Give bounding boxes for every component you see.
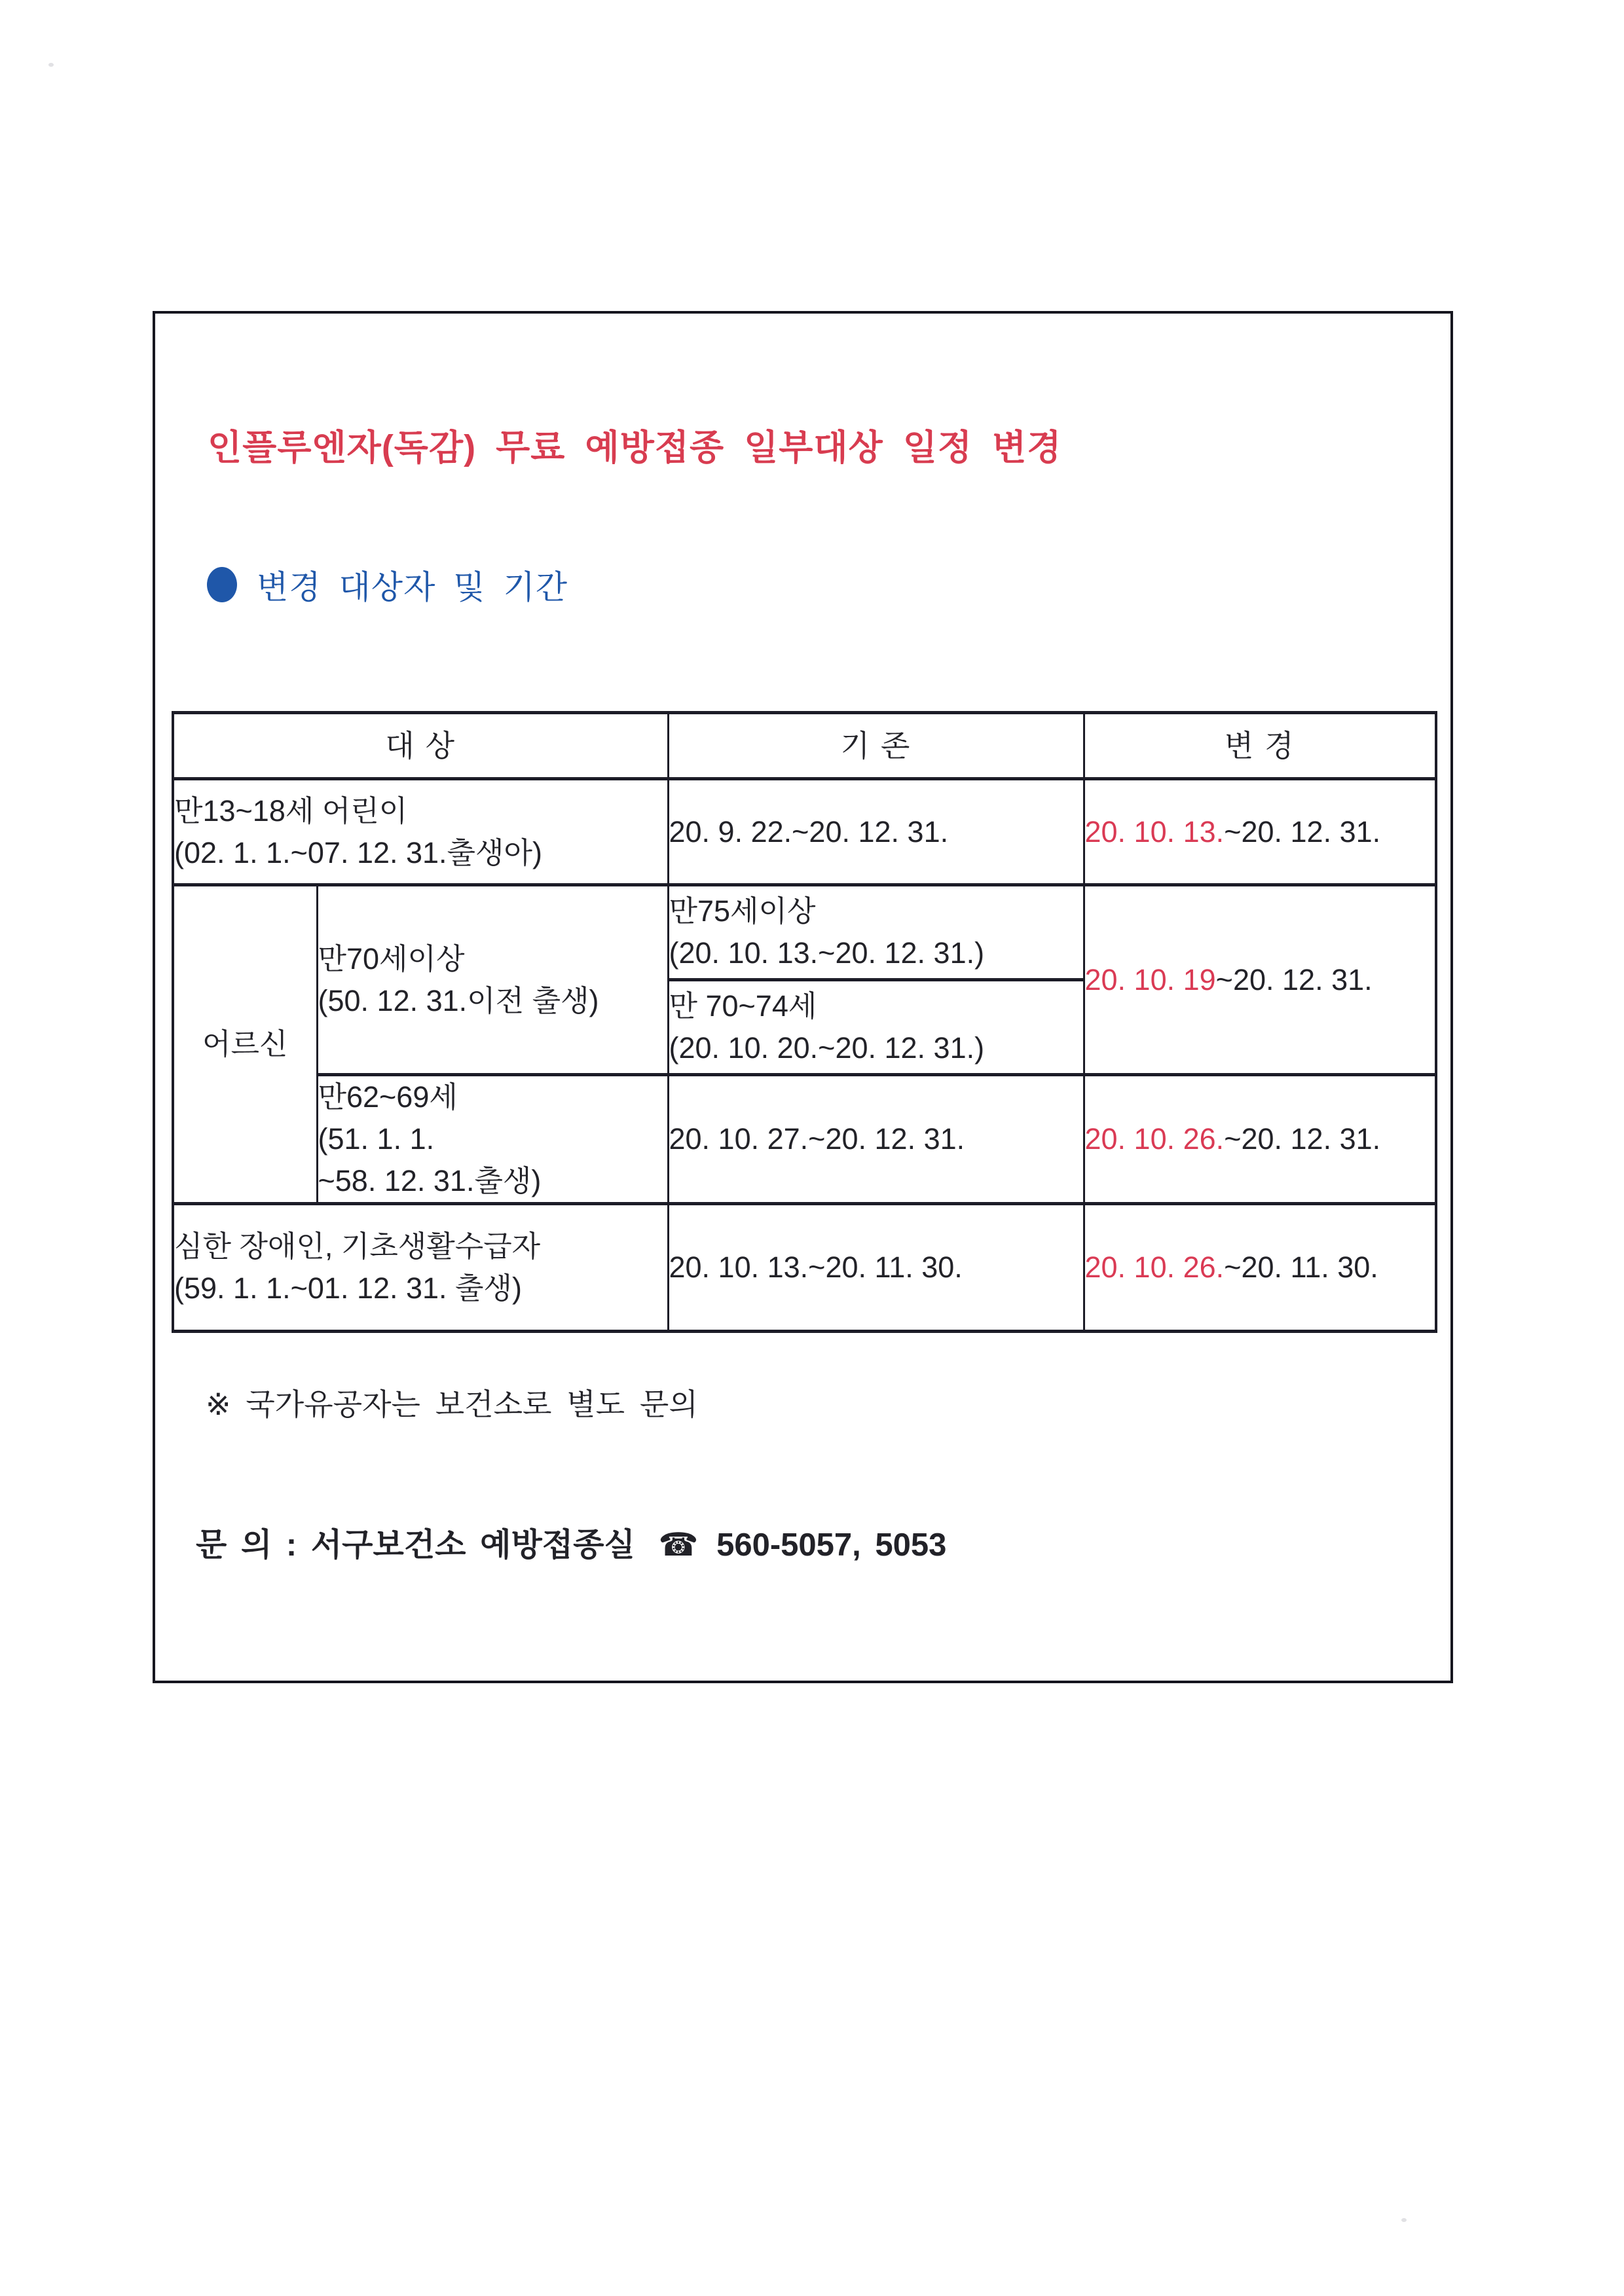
cell-age62-target: 만62~69세 (51. 1. 1. ~58. 12. 31.출생) <box>317 1075 668 1204</box>
cell-children-changed <box>1084 779 1436 885</box>
scan-speck <box>1401 2218 1407 2222</box>
header-target: 대 상 <box>173 713 668 779</box>
phone-icon: ☎ <box>658 1527 699 1563</box>
table-row-disabled <box>173 1204 1436 1332</box>
table-row-elderly-75 <box>173 885 1436 980</box>
document-border-box <box>153 311 1453 1683</box>
cell-disabled-existing: 20. 10. 13.~20. 11. 30. <box>668 1204 1084 1332</box>
cell-disabled-changed <box>1084 1204 1436 1332</box>
cell-age62-existing: 20. 10. 27.~20. 12. 31. <box>668 1075 1084 1204</box>
page-title: 인플루엔자(독감) 무료 예방접종 일부대상 일정 변경 <box>208 428 1062 467</box>
section-heading-row <box>207 561 568 608</box>
cell-age70-changed <box>1084 885 1436 1075</box>
changed-date-rest: ~20. 12. 31. <box>1224 814 1381 848</box>
cell-children-target: 만13~18세 어린이 (02. 1. 1.~07. 12. 31.출생아) <box>173 779 668 885</box>
table-header-row <box>173 713 1436 779</box>
changed-date-rest: ~20. 12. 31. <box>1215 962 1373 996</box>
cell-age70-target: 만70세이상 (50. 12. 31.이전 출생) <box>317 885 668 1075</box>
schedule-table <box>172 711 1437 1333</box>
header-existing: 기 존 <box>668 713 1084 779</box>
cell-children-existing: 20. 9. 22.~20. 12. 31. <box>668 779 1084 885</box>
changed-date-red: 20. 10. 19 <box>1084 962 1216 996</box>
contact-numbers: 560-5057, 5053 <box>716 1527 947 1563</box>
cell-age70-74-existing: 만 70~74세 (20. 10. 20.~20. 12. 31.) <box>668 980 1084 1075</box>
cell-elderly-label: 어르신 <box>173 885 317 1204</box>
table-row-elderly-62-69 <box>173 1075 1436 1204</box>
table-row-children <box>173 779 1436 885</box>
veterans-note: ※ 국가유공자는 보건소로 별도 문의 <box>206 1387 698 1421</box>
bullet-circle-icon <box>207 567 237 602</box>
header-changed: 변 경 <box>1084 713 1436 779</box>
changed-date-red: 20. 10. 13. <box>1084 814 1225 848</box>
changed-date-rest: ~20. 11. 30. <box>1224 1250 1378 1284</box>
contact-line <box>196 1520 946 1565</box>
changed-date-red: 20. 10. 26. <box>1084 1250 1225 1284</box>
cell-disabled-target: 심한 장애인, 기초생활수급자 (59. 1. 1.~01. 12. 31. 출생) <box>173 1204 668 1332</box>
scan-speck <box>48 63 54 67</box>
changed-date-red: 20. 10. 26. <box>1084 1122 1225 1156</box>
changed-date-rest: ~20. 12. 31. <box>1224 1122 1381 1156</box>
contact-label: 문 의 : 서구보건소 예방접종실 <box>196 1527 635 1563</box>
section-heading: 변경 대상자 및 기간 <box>257 569 568 606</box>
cell-age75-existing: 만75세이상 (20. 10. 13.~20. 12. 31.) <box>668 885 1084 980</box>
cell-age62-changed <box>1084 1075 1436 1204</box>
